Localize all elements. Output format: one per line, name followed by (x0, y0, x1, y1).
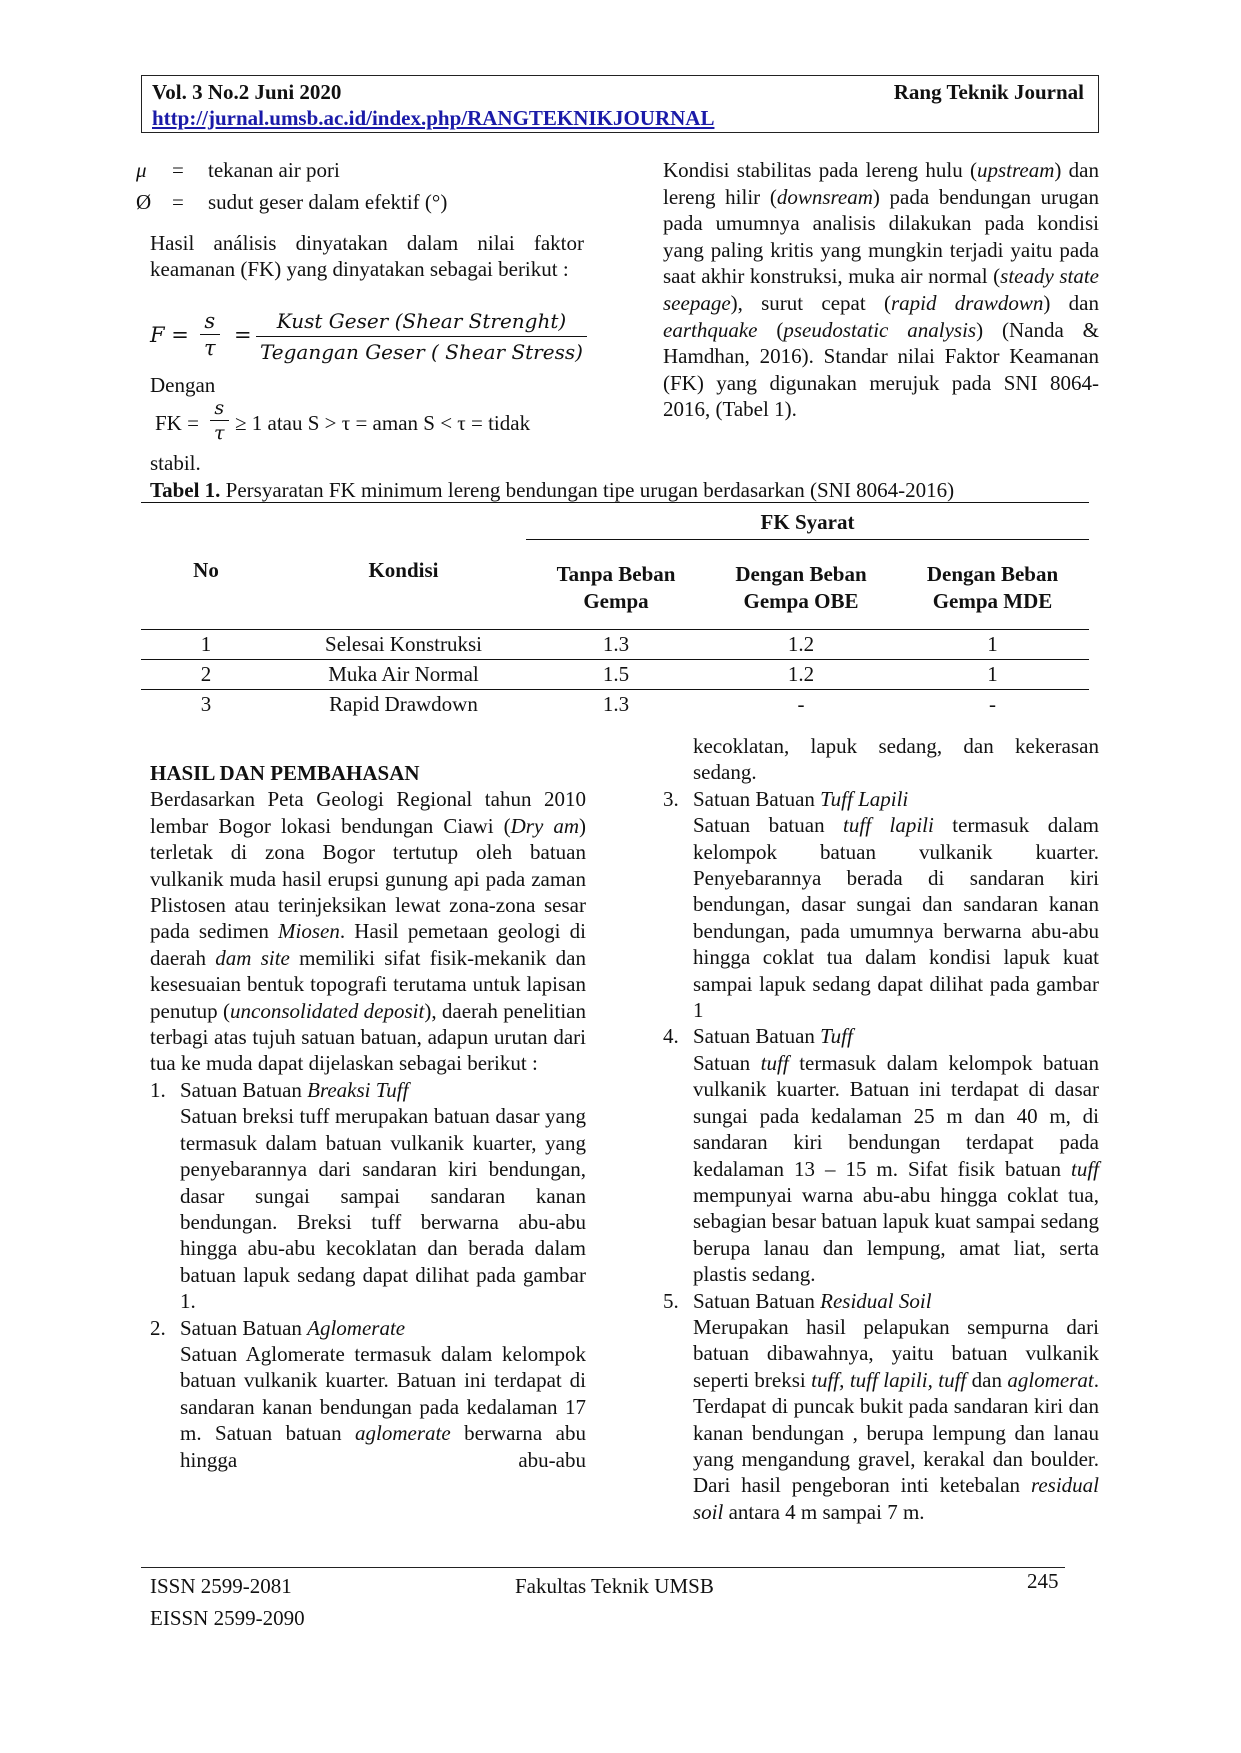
dengan-label: Dengan (150, 373, 216, 397)
list-item-title: Satuan Batuan Breaksi Tuff (180, 1077, 409, 1102)
table-cell-c1: 1.3 (602, 692, 630, 716)
table-cell-c3: 1 (987, 662, 998, 686)
header-col1-line2: Gempa (583, 589, 649, 613)
geology-intro-paragraph: Berdasarkan Peta Geologi Regional tahun 2010 lembar Bogor lokasi bendungan Ciawi (Dry am) terletak di zona Bogor tertutup oleh batuan vulkanik muda hasil erupsi gunung api pada zaman Plistosen atau terinjeksikan lewat zona-zona sesar pada sedimen Miosen. Hasil pemetaan geologi di daerah dam site memiliki sifat fisik-mekanik dan kesesuaian bentuk topografi terutama untuk lapisan penutup (unconsolidated deposit), daerah penelitian terbagi atas tujuh satuan batuan, adapun urutan dari tua ke muda dapat dijelaskan sebagai berikut : (150, 787, 587, 1076)
table-row (141, 629, 1089, 659)
list-number: 1. (150, 1077, 166, 1102)
table-row (141, 689, 1089, 719)
formula-s-over-tau (200, 308, 220, 362)
table-cell-c2: 1.2 (787, 632, 815, 656)
table-cell-c1: 1.5 (602, 662, 630, 686)
fk-s-over-tau (210, 396, 229, 445)
fk-s: s (210, 396, 229, 421)
list-item-breksi-tuff (150, 1077, 586, 1315)
table-cell-c3: - (989, 692, 996, 716)
header-col3-line2: Gempa MDE (932, 589, 1053, 613)
fk-intro-paragraph: Hasil análisis dinyatakan dalam nilai faktor keamanan (FK) yang dinyatakan sebagai berikut : (150, 231, 584, 282)
list-item-title: Satuan Batuan Tuff (693, 1024, 853, 1049)
formula-ratio (256, 306, 587, 367)
header-col3-line1: Dengan Beban (926, 562, 1059, 586)
list-item-body: Satuan Aglomerate termasuk dalam kelompok batuan vulkanik kuarter. Batuan ini terdapat di sandaran kanan bendungan pada kedalaman 17 m. Satuan batuan aglomerate berwarna abu hingga abu-abu (180, 1341, 586, 1472)
continued-text: kecoklatan, lapuk sedang, dan kekerasan sedang. (693, 734, 1099, 785)
table-cell-no: 3 (200, 692, 212, 716)
formula-f: F = (150, 323, 189, 347)
table-cell-kondisi: Selesai Konstruksi (325, 632, 482, 656)
header-col1-line1: Tanpa Beban (556, 562, 676, 586)
fk-tau: τ (214, 422, 225, 444)
issn: ISSN 2599-2081 (150, 1574, 292, 1598)
list-item-residual-soil (663, 1288, 1099, 1526)
header-fk-syarat: FK Syarat (760, 510, 855, 534)
table-cell-c2: 1.2 (787, 662, 815, 686)
list-item-aglomerate (150, 1315, 586, 1473)
volume-label: Vol. 3 No.2 Juni 2020 (152, 80, 342, 104)
formula-s: s (200, 308, 220, 335)
fk-condition (155, 396, 595, 450)
formula-numerator: Kust Geser (Shear Strenght) (256, 306, 587, 337)
table-cell-no: 2 (200, 662, 212, 686)
header-tanpa-beban (526, 561, 706, 615)
phi-definition (136, 189, 586, 221)
table-caption (150, 477, 1110, 503)
stability-paragraph: Kondisi stabilitas pada lereng hulu (upstream) dan lereng hilir (downsream) pada bendungan urugan pada umumnya analisis dilakukan pada kondisi yang paling kritis yang mungkin terjadi yaitu pada saat akhir konstruksi, muka air normal (steady state seepage), surut cepat (rapid drawdown) dan earthquake (pseudostatic analysis) (Nanda & Hamdhan, 2016). Standar nilai Faktor Keamanan (FK) yang digunakan merujuk pada SNI 8064-2016, (Tabel 1). (663, 158, 1100, 422)
list-item-title: Satuan Batuan Tuff Lapili (693, 786, 909, 811)
list-item-body: Satuan breksi tuff merupakan batuan dasar yang termasuk dalam batuan vulkanik kuarter, yang penyebarannya dari sandaran kiri bendungan, dasar sungai sampai sandaran kanan bendungan. Breksi tuff berwarna abu-abu hingga abu-abu kecoklatan dan berada dalam batuan lapuk sedang dapat dilihat pada gambar 1. (180, 1104, 586, 1314)
mu-symbol: μ (136, 158, 147, 182)
journal-name: Rang Teknik Journal (893, 80, 1084, 104)
list-number: 5. (663, 1288, 679, 1313)
eissn: EISSN 2599-2090 (150, 1606, 305, 1630)
journal-header (141, 75, 1099, 133)
fk-condition-text: ≥ 1 atau S > τ = aman S < τ = tidak (235, 411, 531, 435)
symbol-definitions (136, 157, 586, 221)
right-body (663, 733, 1099, 1525)
list-item-title: Satuan Batuan Aglomerate (180, 1315, 406, 1340)
table-cell-c1: 1.3 (602, 632, 630, 656)
formula-equals: = (234, 323, 252, 347)
page-number: 245 (1027, 1569, 1059, 1593)
mu-equals: = (172, 158, 184, 182)
table-cell-no: 1 (200, 632, 212, 656)
table-row (141, 659, 1089, 689)
phi-description: sudut geser dalam efektif (°) (208, 190, 448, 214)
header-mde (896, 561, 1089, 615)
header-obe (706, 561, 896, 615)
table-caption-label: Tabel 1. (150, 478, 221, 502)
table-cell-c3: 1 (987, 632, 998, 656)
table-cell-kondisi: Muka Air Normal (328, 662, 479, 686)
list-number: 2. (150, 1315, 166, 1340)
list-item-continuation (663, 733, 1099, 786)
table-cell-c2: - (797, 692, 805, 716)
table-cell-kondisi: Rapid Drawdown (329, 692, 478, 716)
faculty-name: Fakultas Teknik UMSB (515, 1574, 714, 1598)
journal-url-link[interactable]: http://jurnal.umsb.ac.id/index.php/RANGTEKNIKJOURNAL (152, 106, 715, 130)
list-item-body: Satuan batuan tuff lapili termasuk dalam kelompok batuan vulkanik kuarter. Penyebarannya berada di sandaran kiri bendungan, dasar sungai dan sandaran kanan bendungan, pada umumnya berwarna abu-abu hingga coklat tua dalam kondisi lapuk kuat sampai lapuk sedang dapat dilihat pada gambar 1 (693, 813, 1100, 1023)
mu-description: tekanan air pori (208, 158, 340, 182)
list-number: 3. (663, 786, 679, 811)
list-item-tuff (663, 1023, 1099, 1287)
fk-requirements-table (141, 502, 1089, 719)
stabil-text: stabil. (150, 451, 201, 475)
formula-tau: τ (204, 336, 216, 361)
section-heading: HASIL DAN PEMBAHASAN (150, 761, 420, 785)
fk-formula (150, 306, 590, 368)
mu-definition (136, 157, 586, 189)
table-body (141, 629, 1089, 719)
fk-label: FK = (155, 411, 199, 435)
phi-equals: = (172, 190, 184, 214)
list-item-title: Satuan Batuan Residual Soil (693, 1288, 932, 1313)
list-item-body: Satuan tuff termasuk dalam kelompok batuan vulkanik kuarter. Batuan ini terdapat di dasar sungai pada kedalaman 25 m dan 40 m, di sandaran kiri bendungan terdapat pada kedalaman 13 – 15 m. Sifat fisik batuan tuff mempunyai warna abu-abu hingga coklat tua, sebagian besar batuan lapuk kuat sampai sedang berupa lanau dan lempung, amat liat, serta plastis sedang. (693, 1050, 1099, 1287)
list-item-body: Merupakan hasil pelapukan sempurna dari batuan dibawahnya, yaitu batuan vulkanik seperti breksi tuff, tuff lapili, tuff dan aglomerat. Terdapat di puncak bukit pada sandaran kiri dan kanan bendungan , berupa lempung dan lanau yang mengandung gravel, kerakal dan boulder. Dari hasil pengeboran inti ketebalan residual soil antara 4 m sampai 7 m. (693, 1314, 1099, 1524)
header-no: No (193, 558, 219, 582)
list-number: 4. (663, 1024, 679, 1049)
table-caption-text: Persyaratan FK minimum lereng bendungan tipe urugan berdasarkan (SNI 8064-2016) (220, 478, 955, 502)
header-col2-line1: Dengan Beban (735, 562, 867, 586)
left-body (150, 760, 586, 1473)
header-col2-line2: Gempa OBE (743, 589, 859, 613)
list-item-tuff-lapili (663, 786, 1099, 1024)
header-group-rule (526, 539, 1089, 540)
header-kondisi: Kondisi (368, 558, 439, 582)
formula-denominator: Tegangan Geser ( Shear Stress) (260, 340, 583, 364)
footer-rule (141, 1567, 1065, 1568)
table-header (141, 503, 1089, 629)
phi-symbol: Ø (136, 190, 152, 214)
